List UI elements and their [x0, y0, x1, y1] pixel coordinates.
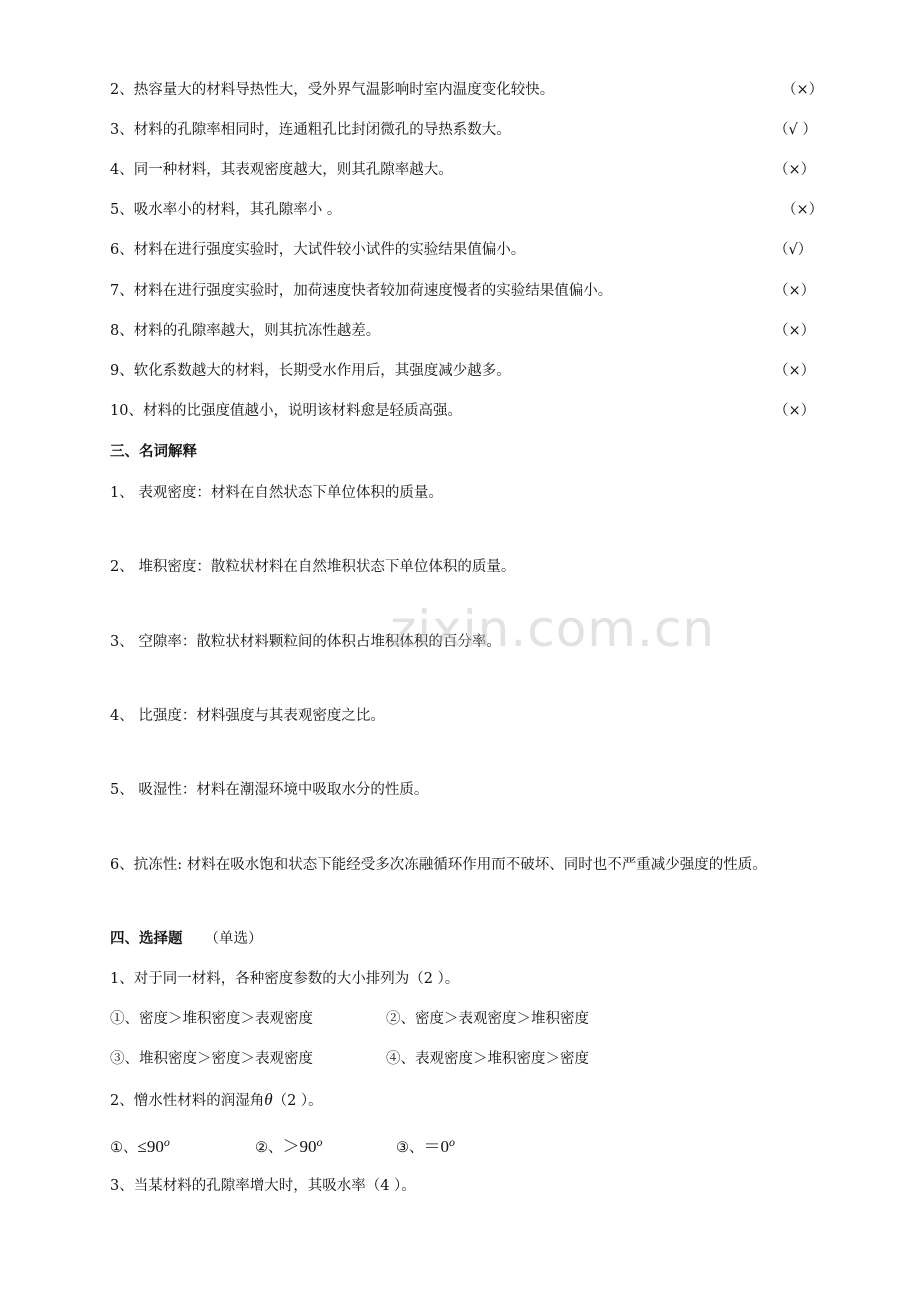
option-label: ②、 [255, 1139, 283, 1156]
question-suffix: （2 ）。 [272, 1093, 323, 1109]
question-text: 3、当某材料的孔隙率增大时，其吸水率（4 ）。 [110, 1178, 416, 1194]
judgement-item: 4、同一种材料，其表观密度越大，则其孔隙率越大。 [110, 162, 453, 178]
judgement-answer: （√） [774, 242, 813, 258]
theta-symbol: θ [264, 1090, 273, 1109]
definition-item: 5、 吸湿性：材料在潮湿环境中吸取水分的性质。 [110, 782, 429, 798]
question-text: 1、对于同一材料，各种密度参数的大小排列为（2 ）。 [110, 971, 460, 987]
judgement-answer: （×） [774, 162, 816, 178]
definition-item: 1、 表观密度：材料在自然状态下单位体积的质量。 [110, 485, 443, 501]
option-value: 90 [146, 1136, 164, 1156]
watermark: zixin.com.cn [390, 600, 716, 658]
judgement-answer: （×） [782, 82, 824, 98]
section-heading: 三、名词解释 [110, 444, 197, 460]
question-option: ④、表观密度＞堆积密度＞密度 [386, 1051, 589, 1067]
option-operator: ≤ [137, 1136, 147, 1156]
judgement-answer: （×） [774, 363, 816, 379]
judgement-item: 3、材料的孔隙率相同时，连通粗孔比封闭微孔的导热系数大。 [110, 122, 511, 138]
option-value: 0 [440, 1136, 449, 1156]
option-degree: o [316, 1138, 323, 1149]
judgement-item: 9、软化系数越大的材料，长期受水作用后，其强度减少越多。 [110, 363, 511, 379]
question-option: ③、堆积密度＞密度＞表观密度 [110, 1051, 313, 1067]
option-label: ③、 [396, 1139, 424, 1156]
judgement-item: 7、材料在进行强度实验时，加荷速度快者较加荷速度慢者的实验结果值偏小。 [110, 283, 613, 299]
judgement-answer: （√ ） [774, 122, 817, 138]
definition-item: 3、 空隙率：散粒状材料颗粒间的体积占堆积体积的百分率。 [110, 634, 501, 650]
question-option: ①、密度＞堆积密度＞表观密度 [110, 1011, 313, 1027]
judgement-answer: （×） [774, 283, 816, 299]
section-title: 四、选择题 [110, 931, 183, 947]
option-label: ①、 [110, 1139, 138, 1156]
judgement-answer: （×） [774, 403, 816, 419]
judgement-item: 8、材料的孔隙率越大，则其抗冻性越差。 [110, 323, 381, 339]
judgement-item: 10、材料的比强度值越小，说明该材料愈是轻质高强。 [110, 403, 462, 419]
question-option [396, 1134, 455, 1158]
question-option [110, 1134, 170, 1158]
judgement-item: 2、热容量大的材料导热性大，受外界气温影响时室内温度变化较快。 [110, 82, 555, 98]
option-value: 90 [299, 1136, 317, 1156]
section-heading [110, 929, 263, 949]
section-subtitle: （单选） [204, 931, 263, 947]
option-degree: o [163, 1138, 170, 1149]
definition-item: 6、抗冻性: 材料在吸水饱和状态下能经受多次冻融循环作用而不破坏、同时也不严重减少强度的性质。 [110, 857, 767, 873]
option-operator: ＞ [282, 1136, 300, 1156]
option-degree: o [449, 1138, 456, 1149]
question-option [255, 1134, 323, 1158]
definition-item: 2、 堆积密度：散粒状材料在自然堆积状态下单位体积的质量。 [110, 559, 516, 575]
judgement-item: 5、吸水率小的材料，其孔隙率小 。 [110, 202, 342, 218]
question-option: ②、密度＞表观密度＞堆积密度 [386, 1011, 589, 1027]
judgement-answer: （×） [774, 323, 816, 339]
question-text [110, 1090, 323, 1111]
question-prefix: 2、憎水性材料的润湿角 [110, 1093, 265, 1109]
option-operator: ＝ [423, 1136, 441, 1156]
judgement-answer: （×） [782, 202, 824, 218]
definition-item: 4、 比强度：材料强度与其表观密度之比。 [110, 708, 385, 724]
judgement-item: 6、材料在进行强度实验时，大试件较小试件的实验结果值偏小。 [110, 242, 526, 258]
